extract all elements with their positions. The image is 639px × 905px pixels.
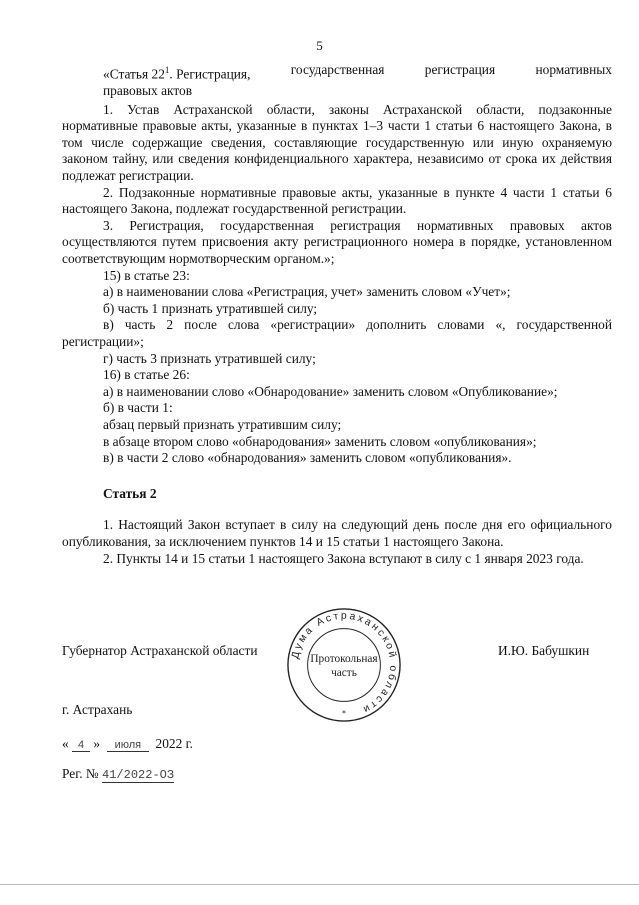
date-month: июля [107,739,149,752]
article-body [62,62,612,567]
article-title-part4: нормативных [535,62,612,77]
article-title-part1: . Регистрация, [169,66,251,82]
stamp-ring-text: Дума Астраханской области [290,610,399,716]
paragraph-1: 1. Устав Астраханской области, законы Астраханской области, подзаконные нормативные правовые акты, указанные в пунктах 1–3 части 1 статьи 6 настоящего Закона, в том числе содержащие сведения, составляющие государственную или иную охраняемую законом тайну, или сведения конфиденциального характера, независимо от срока их действия подлежат регистрации. [62,101,612,184]
paragraph-2: 2. Подзаконные нормативные правовые акты, указанные в пункте 4 части 1 статьи 6 настоящего Закона, подлежат государственной регистрации. [62,184,612,217]
stamp-center-line-1: Протокольная [310,653,378,666]
registration-label: Рег. № [62,766,99,781]
item-16: 16) в статье 26: [103,367,190,383]
date-year: 2022 г. [155,736,193,751]
signatory-name: И.Ю. Бабушкин [498,643,590,658]
item-16-b-2: в абзаце втором слово «обнародования» заменить словом «опубликования»; [103,433,537,449]
official-stamp [285,606,403,724]
item-16-v: в) в части 2 слово «обнародования» заменить словом «опубликования». [103,450,512,466]
item-15-a: а) в наименовании слова «Регистрация, учет» заменить словом «Учет»; [103,284,511,300]
article-2-paragraph-2: 2. Пункты 14 и 15 статьи 1 настоящего Закона вступают в силу с 1 января 2023 года. [103,550,584,566]
date-quote-open: « [62,736,69,751]
item-15: 15) в статье 23: [103,267,190,283]
item-15-v: в) часть 2 после слова «регистрации» дополнить словами «, государственной регистрации»; [62,317,612,349]
registration-line [62,766,174,782]
article-title-sup: 1 [164,65,170,75]
paragraph-3: 3. Регистрация, государственная регистрация нормативных правовых актов осуществляются путем присвоения акту регистрационного номера в порядке, установленном соответствующим нормотворческим органом.»; [62,217,612,266]
item-15-g: г) часть 3 признать утратившей силу; [103,350,316,366]
article-title-part2: государственная [290,62,385,77]
item-16-b: б) в части 1: [103,400,173,416]
city: г. Астрахань [62,702,133,717]
item-15-b: б) часть 1 признать утратившей силу; [103,300,318,316]
page-bottom-divider [0,884,639,885]
page-number: 5 [316,38,323,53]
article-2-heading: Статья 2 [103,485,157,501]
date-quote-close: » [93,736,101,751]
stamp-star-icon: * [342,709,346,719]
article-title-line-2: правовых актов [103,83,193,99]
item-16-a: а) в наименовании слово «Обнародование» заменить словом «Опубликование»; [103,383,558,399]
article-title-part3: регистрация [424,62,496,77]
stamp-center-line-2: часть [331,666,357,679]
article-title-start: «Статья 22 [103,66,165,82]
item-16-b-1: абзац первый признать утратившим силу; [103,416,342,432]
article-2-paragraph-1: 1. Настоящий Закон вступает в силу на следующий день после дня его официального опубликования, за исключением пунктов 14 и 15 статьи 1 настоящего Закона. [62,517,612,549]
registration-number: 41/2022-ОЗ [102,768,175,782]
signatory-position: Губернатор Астраханской области [62,643,258,658]
date-line [62,736,193,752]
date-day: 4 [72,739,90,752]
article-title-line-1 [62,62,612,83]
